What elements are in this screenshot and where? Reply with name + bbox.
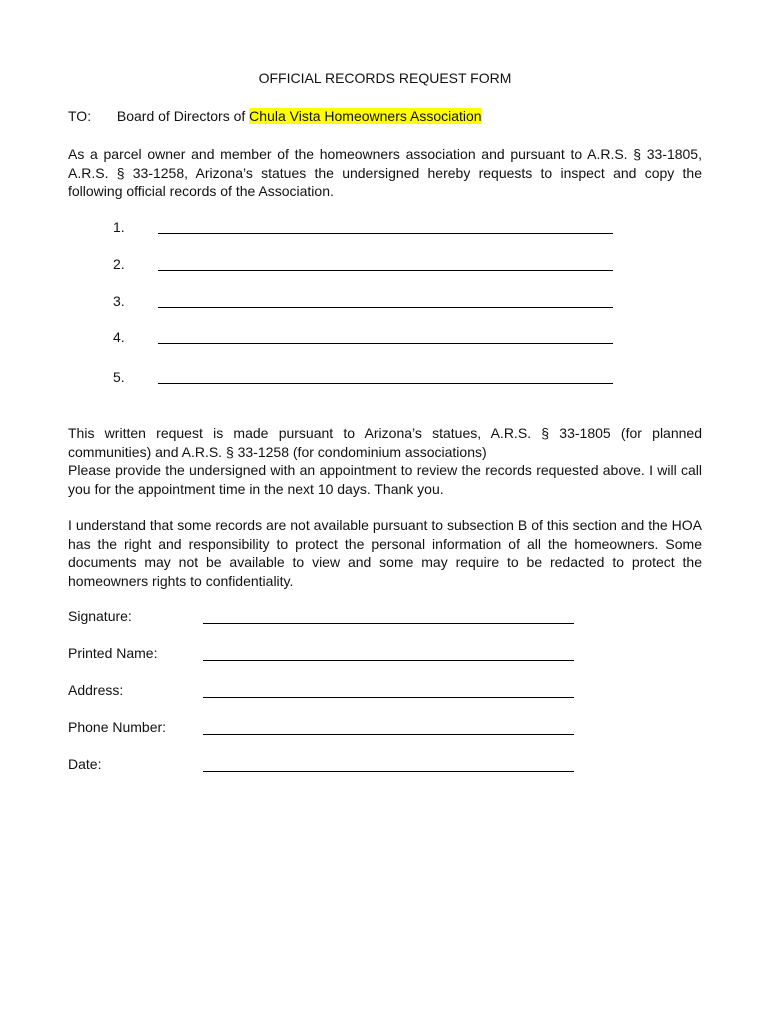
record-item-number: 3.	[113, 293, 125, 309]
record-item-number: 2.	[113, 256, 125, 272]
phone-number-label: Phone Number:	[68, 719, 167, 735]
addressee-prefix: Board of Directors of	[116, 108, 250, 124]
record-item-4-input[interactable]	[158, 328, 613, 344]
record-item-number: 5.	[113, 369, 125, 385]
signature-input[interactable]	[203, 608, 574, 624]
printed-name-input[interactable]	[203, 645, 574, 661]
addressee-line	[68, 108, 482, 124]
understanding-paragraph: I understand that some records are not available pursuant to subsection B of this section and the HOA has the right and responsibility to protect the personal information of all the homeowners. Some documents may not be available to view and some may require to be redacted to protect the homeowners rights to confidentiality.	[68, 517, 702, 589]
date-input[interactable]	[203, 756, 574, 772]
record-item-number: 1.	[113, 219, 125, 235]
record-item-number: 4.	[113, 329, 125, 345]
phone-number-input[interactable]	[203, 719, 574, 735]
address-input[interactable]	[203, 682, 574, 698]
printed-name-label: Printed Name:	[68, 645, 158, 661]
date-label: Date:	[68, 756, 102, 772]
record-item-2-input[interactable]	[158, 255, 613, 271]
record-item-5-input[interactable]	[158, 368, 613, 384]
association-name: Chula Vista Homeowners Association	[249, 108, 482, 124]
to-label: TO:	[68, 108, 92, 124]
intro-paragraph: As a parcel owner and member of the homeowners association and pursuant to A.R.S. § 33-1805, A.R.S. § 33-1258, Arizona’s statues the undersigned hereby requests to inspect and copy the following official records of the Association.	[68, 146, 702, 199]
signature-label: Signature:	[68, 608, 132, 624]
record-item-1-input[interactable]	[158, 218, 613, 234]
pursuant-paragraph: This written request is made pursuant to Arizona’s statues, A.R.S. § 33-1805 (for planned communities) and A.R.S. § 33-1258 (for condominium associations)	[68, 425, 702, 460]
form-title: OFFICIAL RECORDS REQUEST FORM	[258, 70, 512, 86]
record-item-3-input[interactable]	[158, 292, 613, 308]
appointment-paragraph: Please provide the undersigned with an appointment to review the records requested above. I will call you for the appointment time in the next 10 days. Thank you.	[68, 462, 702, 497]
address-label: Address:	[68, 682, 124, 698]
